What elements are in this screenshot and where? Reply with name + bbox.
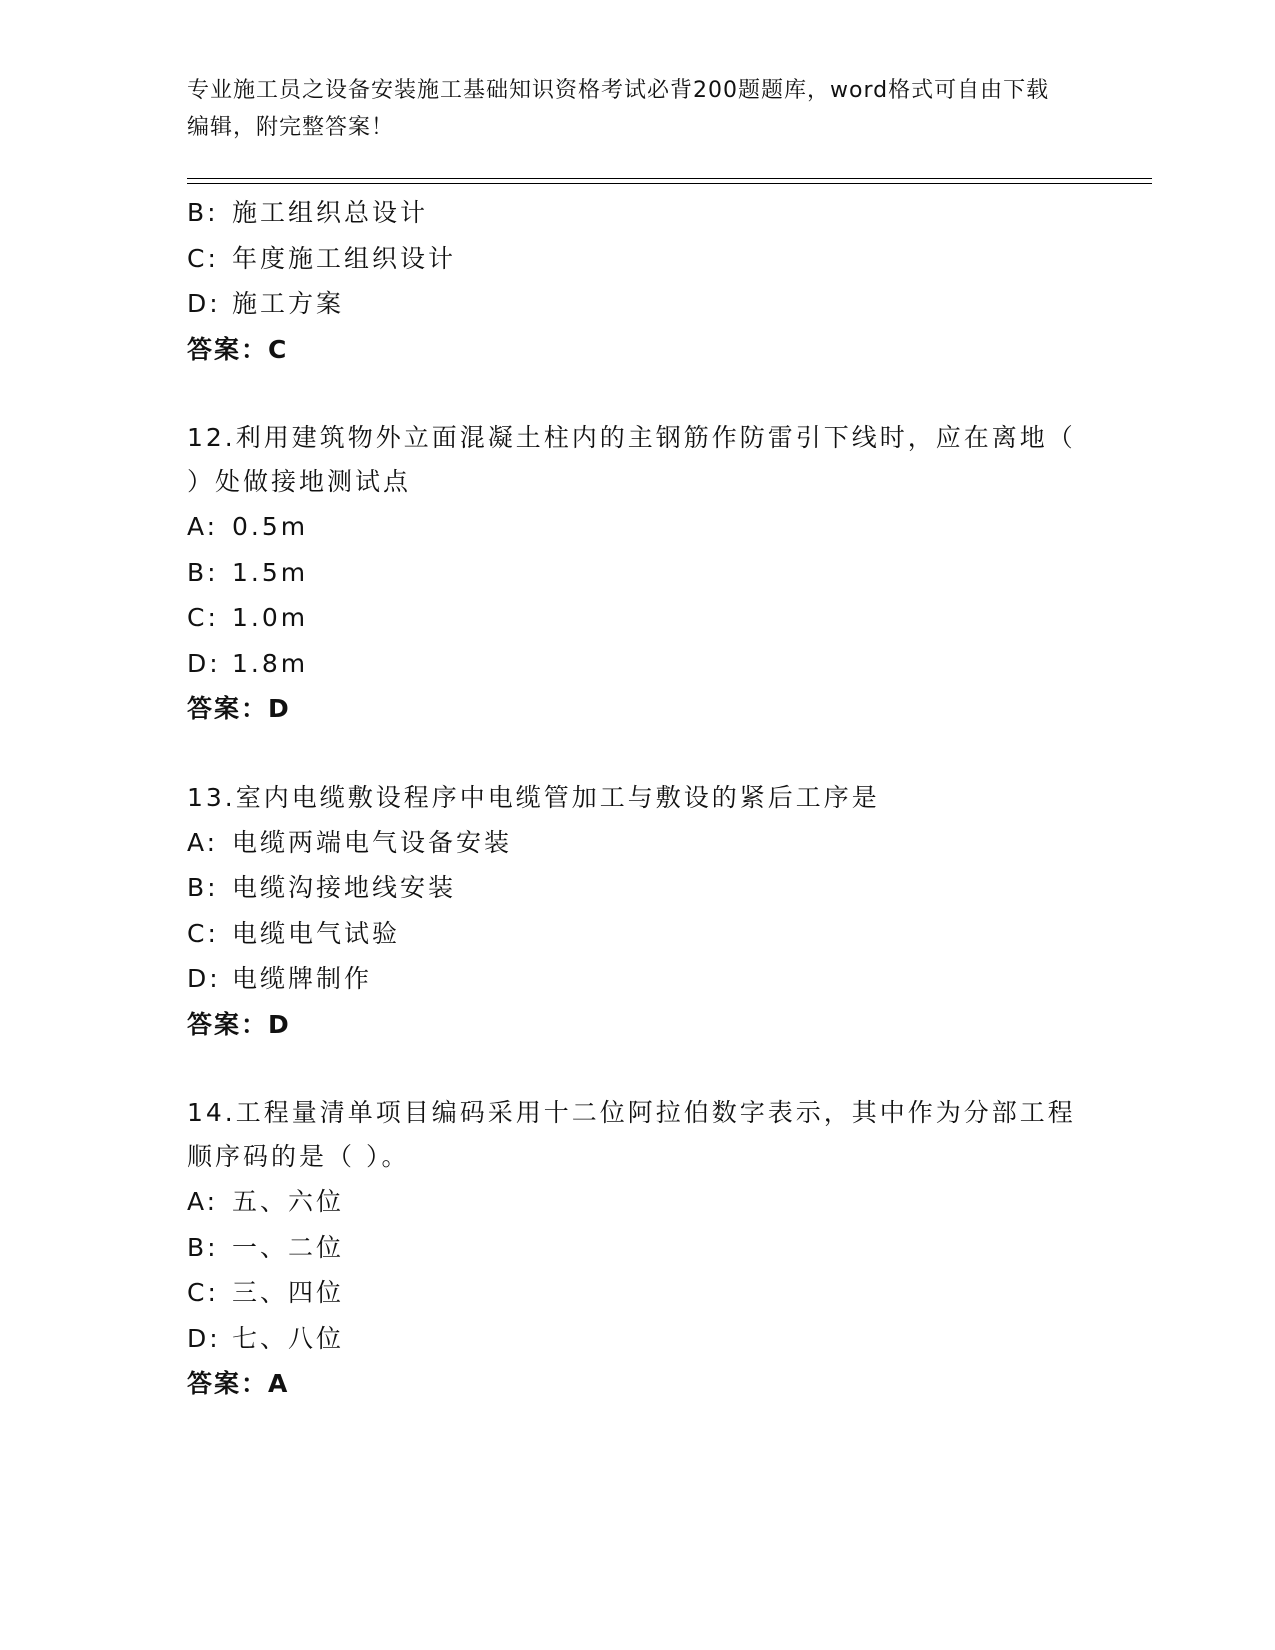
option-row [187, 281, 1087, 327]
option-row [187, 190, 1087, 236]
option-row [187, 911, 1087, 957]
question-list [187, 190, 1087, 1407]
option-label: D: [187, 964, 221, 993]
option-label: A: [187, 827, 219, 857]
option-row [187, 820, 1087, 866]
option-label: C: [187, 918, 219, 948]
option-text: 电缆电气试验 [232, 918, 401, 948]
question-text: 13.室内电缆敷设程序中电缆管加工与敷设的紧后工序是 [187, 782, 880, 812]
option-row [187, 1179, 1087, 1225]
option-label: A: [187, 512, 219, 541]
option-text: 施工组织总设计 [232, 198, 429, 227]
option-row [187, 956, 1087, 1002]
option-row [187, 595, 1087, 641]
option-row [187, 1225, 1087, 1271]
option-text: 0.5m [232, 512, 309, 541]
option-row [187, 1316, 1087, 1362]
option-label: C: [187, 603, 219, 632]
option-text: 1.8m [232, 648, 309, 678]
option-text: 七、八位 [232, 1323, 345, 1353]
document-header: 专业施工员之设备安装施工基础知识资格考试必背200题题库，word格式可自由下载编辑，附完整答案！ [187, 78, 1050, 140]
option-label: B: [187, 873, 219, 902]
option-label: B: [187, 198, 219, 227]
option-row [187, 865, 1087, 911]
option-label: C: [187, 243, 219, 273]
option-text: 一、二位 [232, 1232, 345, 1262]
option-label: A: [187, 1187, 219, 1216]
option-label: D: [187, 289, 221, 318]
option-text: 电缆牌制作 [232, 964, 373, 993]
question-14 [187, 1091, 1087, 1407]
option-text: 五、六位 [232, 1187, 345, 1216]
option-row [187, 1270, 1087, 1316]
option-row [187, 504, 1087, 550]
question-13 [187, 776, 1087, 1048]
option-label: D: [187, 648, 221, 678]
option-row [187, 236, 1087, 282]
option-label: B: [187, 1232, 219, 1262]
header-divider-bottom [187, 183, 1152, 184]
option-text: 年度施工组织设计 [232, 243, 457, 273]
answer-line: 答案：C [187, 334, 289, 364]
question-11-continued [187, 190, 1087, 372]
header-divider-top [187, 178, 1152, 179]
option-label: B: [187, 557, 219, 587]
option-label: D: [187, 1323, 221, 1353]
option-text: 1.0m [232, 603, 309, 632]
option-text: 三、四位 [232, 1278, 345, 1307]
option-row [187, 641, 1087, 687]
option-text: 1.5m [232, 557, 309, 587]
question-text: 14.工程量清单项目编码采用十二位阿拉伯数字表示，其中作为分部工程顺序码的是（ ）。 [187, 1098, 1076, 1171]
question-12 [187, 416, 1087, 732]
answer-line: 答案：A [187, 1369, 290, 1398]
question-text: 12.利用建筑物外立面混凝土柱内的主钢筋作防雷引下线时，应在离地（ ）处做接地测试点 [187, 423, 1076, 496]
option-text: 电缆沟接地线安装 [232, 873, 457, 902]
answer-line: 答案：D [187, 1009, 291, 1039]
option-text: 施工方案 [232, 289, 345, 318]
option-row [187, 550, 1087, 596]
option-text: 电缆两端电气设备安装 [232, 827, 513, 857]
answer-line: 答案：D [187, 694, 291, 723]
option-label: C: [187, 1278, 219, 1307]
